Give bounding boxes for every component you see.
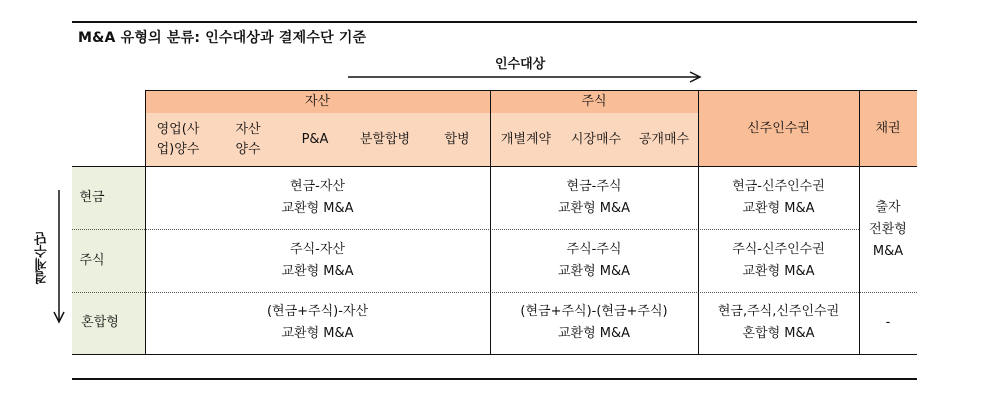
grid-line — [72, 354, 917, 355]
page-title: M&A 유형의 분류: 인수대상과 결제수단 기준 — [78, 30, 367, 46]
cell-cash-warrant: 현금-신주인수권 교환형 M&A — [732, 179, 825, 216]
row-label-mixed: 혼합형 — [81, 315, 119, 330]
cell-stock-stock: 주식-주식 교환형 M&A — [557, 241, 631, 279]
payment-method-label: 결제수단 — [35, 232, 50, 284]
grid-line — [145, 90, 917, 91]
header-bond: 채권 — [859, 91, 917, 166]
grid-line — [490, 90, 491, 354]
grid-line — [72, 292, 917, 293]
cell-cash-stock: 현금-주식 교환형 M&A — [557, 179, 631, 216]
grid-line — [72, 229, 859, 230]
cell-cash-asset: 현금-자산 교환형 M&A — [281, 179, 354, 216]
top-rule — [72, 21, 917, 23]
header-asset: 자산 — [145, 91, 490, 113]
cell-mixed-warrant: 현금,주식,신주인수권 혼합형 M&A — [717, 304, 840, 341]
header-warrant: 신주인수권 — [698, 91, 859, 166]
sub-merger: 합병 — [444, 131, 470, 147]
cell-mixed-asset: (현금+주식)-자산 교환형 M&A — [266, 304, 369, 341]
row-label-cash: 현금 — [79, 190, 105, 205]
grid-line — [698, 90, 699, 354]
cell-mixed-stock: (현금+주식)-(현금+주식) 교환형 M&A — [520, 304, 668, 341]
sub-business-transfer: 영업(사 업)양수 — [156, 121, 200, 157]
cell-stock-warrant: 주식-신주인수권 교환형 M&A — [732, 241, 825, 279]
grid-line — [72, 166, 917, 167]
sub-individual-contract: 개별계약 — [500, 131, 552, 147]
cell-stock-asset: 주식-자산 교환형 M&A — [281, 241, 354, 279]
grid-line — [859, 90, 860, 354]
row-label-stock: 주식 — [79, 252, 105, 268]
bottom-rule — [72, 378, 917, 380]
header-stock: 주식 — [490, 91, 698, 113]
down-arrow-icon — [52, 190, 66, 326]
right-arrow-icon — [348, 70, 708, 84]
sub-tender-offer: 공개매수 — [638, 131, 690, 147]
cell-mixed-bond: - — [885, 315, 891, 330]
sub-split-merger: 분할합병 — [359, 131, 411, 147]
acquisition-target-label: 인수대상 — [495, 57, 546, 72]
sub-pna: P&A — [301, 131, 329, 147]
sub-market-purchase: 시장매수 — [570, 131, 622, 147]
cell-bond-merged: 출자 전환형 M&A — [869, 199, 907, 259]
sub-asset-transfer: 자산 양수 — [235, 121, 261, 157]
grid-line — [145, 90, 146, 354]
